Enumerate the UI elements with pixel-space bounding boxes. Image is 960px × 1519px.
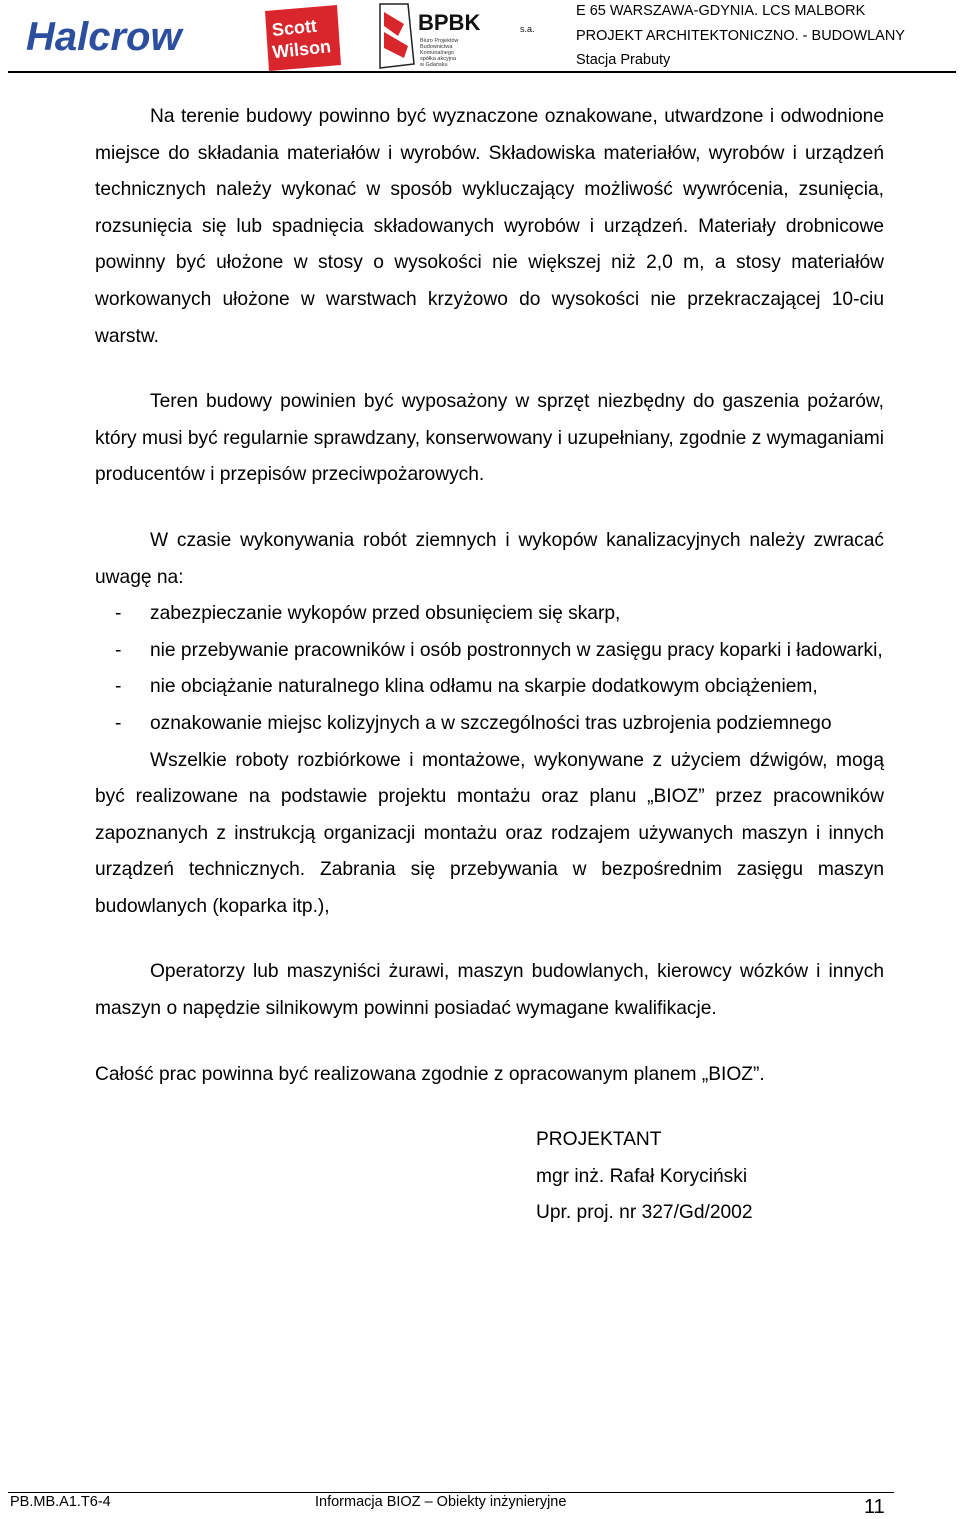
- list-bullet: -: [115, 603, 122, 625]
- paragraph-operators: Operatorzy lub maszyniści żurawi, maszyn budowlanych, kierowcy wózków i innych maszyn o napędzie silnikowym powinni posiadać wymagane kwalifikacje.: [95, 961, 884, 1020]
- svg-text:spółka akcyjna: spółka akcyjna: [420, 56, 457, 62]
- earthworks-list: [95, 596, 884, 742]
- page-header: [0, 0, 960, 74]
- header-info-line: PROJEKT ARCHITEKTONICZNO. - BUDOWLANY: [576, 27, 905, 44]
- list-item: [95, 706, 884, 743]
- bpbk-logo: [378, 2, 543, 70]
- document-body: [95, 99, 884, 1232]
- svg-text:w Gdańsku: w Gdańsku: [420, 62, 448, 68]
- svg-text:Komunalnego: Komunalnego: [420, 50, 454, 56]
- list-item: [95, 633, 884, 670]
- signature-role: PROJEKTANT: [536, 1129, 662, 1151]
- list-item: [95, 596, 884, 633]
- footer-document-title: Informacja BIOZ – Obiekty inżynieryjne: [315, 1494, 567, 1510]
- svg-text:s.a.: s.a.: [520, 24, 535, 34]
- header-info-line: Stacja Prabuty: [576, 52, 671, 68]
- list-item: [95, 669, 884, 706]
- svg-text:BPBK: BPBK: [418, 10, 481, 35]
- list-item-text: zabezpieczanie wykopów przed obsunięciem się skarp,: [150, 603, 621, 625]
- list-item-text: nie obciążanie naturalnego klina odłamu na skarpie dodatkowym obciążeniem,: [150, 676, 818, 698]
- paragraph-fire-equipment: Teren budowy powinien być wyposażony w sprzęt niezbędny do gaszenia pożarów, który musi być regularnie sprawdzany, konserwowany i uzupełniany, zgodnie z wymaganiami producentów i przepisów przeciwpożarowych.: [95, 391, 884, 486]
- paragraph-storage: Na terenie budowy powinno być wyznaczone oznakowane, utwardzone i odwodnione miejsce do składania materiałów i wyrobów. Składowiska materiałów, wyrobów i urządzeń technicznych należy wykonać w sposób wykluczający możliwość wywrócenia, zsunięcia, rozsunięcia się lub spadnięcia składowanych wyrobów i urządzeń. Materiały drobnicowe powinny być ułożone w stosy o wysokości nie większej niż 2,0 m, a stosy materiałów workowanych ułożone w warstwach krzyżowo do wysokości nie przekraczającej 10-ciu warstw.: [95, 106, 884, 347]
- footer-divider: [8, 1492, 894, 1493]
- svg-text:Scott: Scott: [270, 15, 318, 41]
- footer-document-code: PB.MB.A1.T6-4: [10, 1494, 111, 1510]
- list-bullet: -: [115, 676, 122, 698]
- svg-text:Halcrow: Halcrow: [26, 15, 182, 59]
- signature-block: [95, 1122, 884, 1232]
- list-item-text: nie przebywanie pracowników i osób postronnych w zasięgu pracy koparki i ładowarki,: [150, 639, 883, 661]
- svg-text:Biuro Projektów: Biuro Projektów: [420, 38, 459, 44]
- page-number: 11: [864, 1496, 885, 1518]
- list-item-text: oznakowanie miejsc kolizyjnych a w szczególności tras uzbrojenia podziemnego: [150, 712, 832, 734]
- paragraph-bioz-plan: Całość prac powinna być realizowana zgodnie z opracowanym planem „BIOZ”.: [95, 1063, 765, 1085]
- svg-text:Budownictwa: Budownictwa: [420, 44, 453, 50]
- paragraph-earthworks-intro: W czasie wykonywania robót ziemnych i wykopów kanalizacyjnych należy zwracać uwagę na:: [95, 529, 884, 588]
- header-info-line: E 65 WARSZAWA-GDYNIA. LCS MALBORK: [576, 3, 866, 19]
- scott-wilson-logo: [265, 5, 341, 71]
- list-bullet: -: [115, 639, 122, 661]
- halcrow-logo: [24, 12, 204, 60]
- header-divider: [8, 71, 956, 73]
- signature-license: Upr. proj. nr 327/Gd/2002: [536, 1202, 753, 1224]
- list-bullet: -: [115, 712, 122, 734]
- signature-name: mgr inż. Rafał Koryciński: [536, 1165, 748, 1187]
- svg-text:Wilson: Wilson: [271, 36, 332, 63]
- paragraph-demolition: Wszelkie roboty rozbiórkowe i montażowe, wykonywane z użyciem dźwigów, mogą być realizowane na podstawie projektu montażu oraz planu „BIOZ” przez pracowników zapoznanych z instrukcją organizacji montażu oraz rodzajem używanych maszyn i innych urządzeń technicznych. Zabrania się przebywania w bezpośrednim zasięgu maszyn budowlanych (koparka itp.),: [95, 749, 884, 917]
- header-project-info: [576, 0, 905, 73]
